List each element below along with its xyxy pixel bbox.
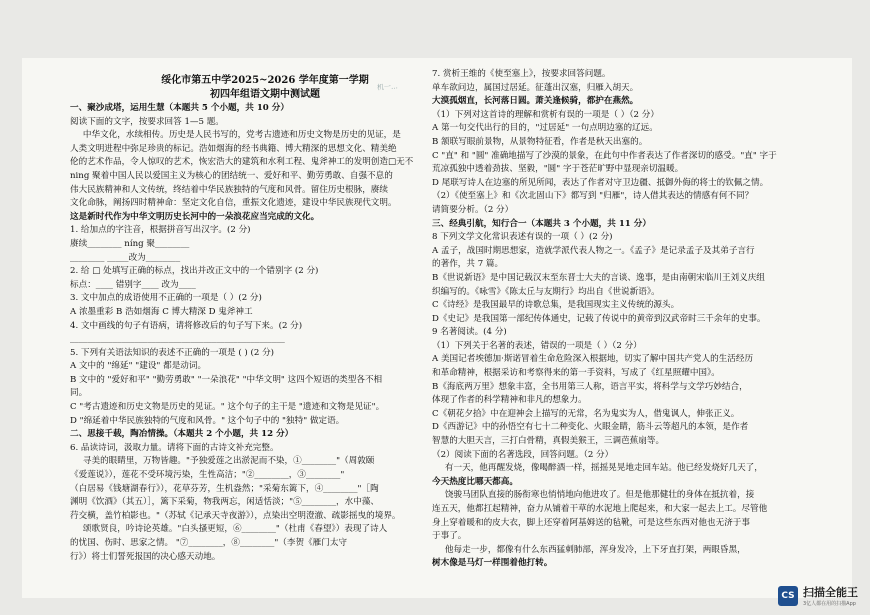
left-text-line: D "绵延着中华民族独特的气度和风骨。" 这个句子中的 "独特" 做定语。 — [70, 415, 345, 426]
right-text-line: 他每走一步，都像有什么东西猛刺肺部，浑身发冷，上下牙直打架，两眼昏黑， — [444, 544, 746, 555]
right-text-line: 织编写的。《咏雪》《陈太丘与友期行》均出自《世说新语》。 — [432, 286, 660, 297]
left-text-line: ning 聚着中国人民以爱国主义为核心的团结统一、爱好和平、勤劳勇敢、自强不息的 — [70, 170, 393, 181]
right-text-line: （1）下列对这首诗的理解和赏析有误的一项是（ ）（2 分） — [432, 109, 659, 120]
right-text-line: 8 下列文学文化常识表述有误的一项（ ）(2 分) — [432, 232, 613, 243]
right-text-line: 大漠孤烟直，长河落日圆。萧关逢候骑，都护在燕然。 — [432, 96, 639, 107]
left-text-line: 二、思接千载，陶冶情操。（本题共 2 个小题，共 12 分） — [70, 429, 294, 440]
right-text-line: A 美国记者埃德加·斯诺冒着生命危险深入根据地，切实了解中国共产党人的生活经历 — [432, 354, 754, 365]
right-text-line: 于事了。 — [432, 531, 467, 542]
right-column — [432, 68, 850, 571]
right-text-line: 有一天，他再醒发烧，像喝醉酒一样，摇摇晃晃地走回车站。他已经发烧好几天了， — [444, 463, 763, 474]
left-text-line: 3. 文中加点的成语使用不正确的一项是（ ）(2 分) — [70, 293, 262, 304]
left-text-line: 一、聚沙成塔，运用生慧（本题共 5 个小题，共 10 分） — [70, 103, 289, 113]
left-text-line: 伦的艺术作品，令人惊叹的艺术，恢宏浩大的建筑和水利工程、鬼斧神工的发明创造□无不 — [70, 157, 414, 168]
camscanner-logo-icon: CS — [778, 586, 798, 606]
right-text-line: C "直" 和 "圆" 准确地描写了沙漠的景象，在此句中作者表达了作者深切的感受。"直" 字于 — [432, 150, 777, 161]
left-text-line: 中华文化，水续相传。历史是人民书写的，党考古遗迹和历史文物是历史的见证，是 — [82, 130, 401, 141]
left-text-line: 阅读下面的文字，按要求回答 1—5 题。 — [70, 116, 224, 127]
right-text-line: 今天热度比哪天都高。 — [432, 476, 518, 487]
exam-title-line2: 初四年组语文期中测试题 — [210, 89, 320, 100]
right-text-line: 连五天，他都扛起精神，奋力从铺着干草的水泥地上爬起来，和大家一起去上工。尽管他 — [432, 504, 768, 514]
right-text-line: B《海底两万里》想象丰富，全书用第三人称，语言平实，将科学与文学巧妙结合， — [432, 381, 748, 392]
left-text-line: A 文中的 "绵延" "建设" 都是动词。 — [70, 361, 207, 372]
left-text-line: 伟大民族精神和人文传统，终结着中华民族独特的气度和风骨。留住历史根脉，赓续 — [70, 184, 388, 195]
exam-title-line1: 绥化市第五中学2025~2026 学年度第一学期 — [161, 75, 369, 86]
right-text-line: 9 名著阅读。(4 分) — [432, 327, 507, 338]
watermark-app-name: 扫描全能王 — [803, 586, 858, 599]
left-column — [70, 74, 460, 564]
left-text-line: ________ _____改为________ — [70, 252, 181, 263]
right-text-line: D 尾联写诗人在边塞的所见所闻，表达了作者对守卫边疆、抵御外侮的将士的钦佩之情。 — [432, 177, 769, 188]
right-text-line: 饶骏马团队直接的肠衔寒也悄悄地向他进攻了。但是他那健壮的身体在抵抗着，接 — [444, 490, 755, 501]
camscanner-watermark — [778, 584, 858, 607]
left-text-line: 的忧国、伤时、思家之情。 "⑦________，⑧________"（李贺《雁门太守 — [70, 538, 348, 548]
watermark-text — [803, 584, 858, 607]
right-text-line: 树木像是马灯一样围着他打转。 — [432, 558, 553, 569]
left-column-body — [70, 102, 460, 564]
left-text-line: B 文中的 "爱好和平" "勤劳勇敢" "一朵浪花" "中华文明" 这四个短语的类型各不相 — [70, 374, 383, 385]
right-text-line: 请简要分析。（2 分） — [432, 204, 514, 215]
left-text-line: 2. 给 □ 处填写正确的标点，找出并改正文中的一个错别字 (2 分) — [70, 266, 319, 277]
left-text-line: 1. 给加点的字注音，根据拼音写出汉字。(2 分) — [70, 225, 251, 236]
right-column-body — [432, 68, 850, 571]
left-text-line: 荇交横，盖竹柏影也。"（苏轼《记承天寺夜游》），点染出空明澄澈、疏影摇曳的境界。 — [70, 510, 401, 521]
right-text-line: 的著作，共 7 篇。 — [432, 259, 504, 270]
watermark-subtitle: 3亿人都在用的扫描App — [803, 601, 856, 607]
left-text-line: 同。 — [70, 388, 88, 399]
right-text-line: A 第一句交代出行的目的，"过居延" 一句点明边塞的辽远。 — [432, 123, 658, 134]
left-text-line: 5. 下列有关语法知识的表述不正确的一项是 ( ) (2 分) — [70, 347, 275, 358]
right-text-line: 身上穿着暖和的皮大衣，脚上还穿着阿基姆送的毡靴，可是这些东西对他也无济于事 — [432, 517, 750, 528]
left-text-line: 《爱莲说》），莲花不受环境污染，生性高洁；"②________，③________" — [70, 470, 345, 481]
right-text-line: （2）《使至塞上》和《次北固山下》都写到 "归雁"，诗人借其表达的情感有何不同？ — [432, 191, 754, 202]
left-text-line: 渊明《饮酒》（其五）］，篱下采菊，物我两忘，闲适恬淡；"⑤________，水中藻、 — [70, 497, 380, 508]
right-text-line: 单车欲问边，属国过居延。征蓬出汉塞，归雁入胡天。 — [432, 82, 639, 93]
left-text-line: （白居易《钱塘湖春行》），花草芬芳，生机盎然；"采菊东篱下，④________"［陶 — [70, 483, 379, 494]
right-text-line: （2）阅读下面的名著选段，回答问题。（2 分） — [432, 449, 614, 460]
exam-sheet — [22, 58, 852, 598]
left-text-line: C "考古遗迹和历史文物是历史的见证。" 这个句子的主干是 "遗迹和文物是见证"。 — [70, 402, 385, 413]
left-text-line: 赓续________ níng 聚________ — [70, 238, 190, 249]
right-text-line: C《诗经》是我国最早的诗歌总集，是我国现实主义传统的源头。 — [432, 300, 680, 311]
right-text-line: 体现了作者的科学精神和非凡的想象力。 — [432, 395, 587, 406]
right-text-line: 智慧的大胆天言，三打白骨精，真假美猴王，三调芭蕉扇等。 — [432, 436, 665, 447]
left-text-line: 文化命脉，阐扬四时精神命：坚定文化自信，重振文化遗迹，建设中华民族现代文明。 — [70, 198, 397, 209]
left-text-line: 行》）将士们誓死报国的决心感天动地。 — [70, 551, 221, 562]
left-text-line: __________________________________________________ — [70, 334, 285, 345]
left-text-line: 6. 品读诗词，汲取力量。请将下面的古诗文补充完整。 — [70, 442, 279, 453]
right-text-line: 7. 赏析王维的《使至塞上》，按要求回答问题。 — [432, 69, 611, 79]
right-text-line: B 颔联写眼前景物，从景物特征看，作者是秋天出塞的。 — [432, 136, 648, 147]
right-text-line: 荒凉孤独中透着劲拔、坚毅，"圆" 字于苍茫旷野中显现亲切温暖。 — [432, 164, 684, 175]
right-text-line: A 孟子，战国时期思想家，造就学派代表人物之一。《孟子》是记录孟子及其弟子言行 — [432, 245, 755, 256]
left-text-line: 人类文明进程中弥足珍贵的标记。浩如烟海的经书典籍、博大精深的思想文化、精美绝 — [70, 143, 397, 154]
right-text-line: C《朝花夕拾》中在迎神会上描写的无常，名为鬼实为人，借鬼讽人，伸张正义。 — [432, 408, 740, 419]
right-text-line: D《西游记》中的孙悟空有七十二种变化、火眼金睛，筋斗云等超凡的本领，是作者 — [432, 422, 749, 433]
left-text-line: 寻美的眼睛里，万物皆趣。"予独爱莲之出淤泥而不染，①________"（周敦颐 — [82, 456, 375, 467]
handwritten-margin-note: 机一... — [376, 82, 398, 92]
left-text-line: 颂歌贤良，吟诗论英雄。"白头搔更短，⑥________"（杜甫《春望》）表现了诗人 — [82, 524, 388, 535]
left-text-line: 4. 文中画线的句子有语病，请将修改后的句子写下来。(2 分) — [70, 320, 303, 331]
right-text-line: B《世说新语》是中国记载汉末至东晋士大夫的言谈、逸事，是由南朝宋临川王刘义庆组 — [432, 272, 765, 283]
left-text-line: A 浓墨重彩 B 浩如烟海 C 博大精深 D 鬼斧神工 — [70, 306, 253, 317]
right-text-line: 和革命精神，根据采访和考察得来的第一手资料，写成了《红星照耀中国》。 — [432, 368, 720, 379]
right-text-line: 三、经典引航，知行合一（本题共 3 个小题，共 11 分） — [432, 218, 651, 229]
right-text-line: （1）下列关于名著的表述，错误的一项是（ ）（2 分） — [432, 340, 642, 351]
right-text-line: D《史记》是我国第一部纪传体通史，记载了传说中的黄帝到汉武帝时三千余年的史事。 — [432, 313, 766, 324]
left-text-line: 标点：____ 错别字____ 改为____ — [70, 279, 196, 290]
left-text-line: 这是新时代作为中华文明历史长河中的一朵浪花应当完成的文化。 — [70, 211, 320, 222]
